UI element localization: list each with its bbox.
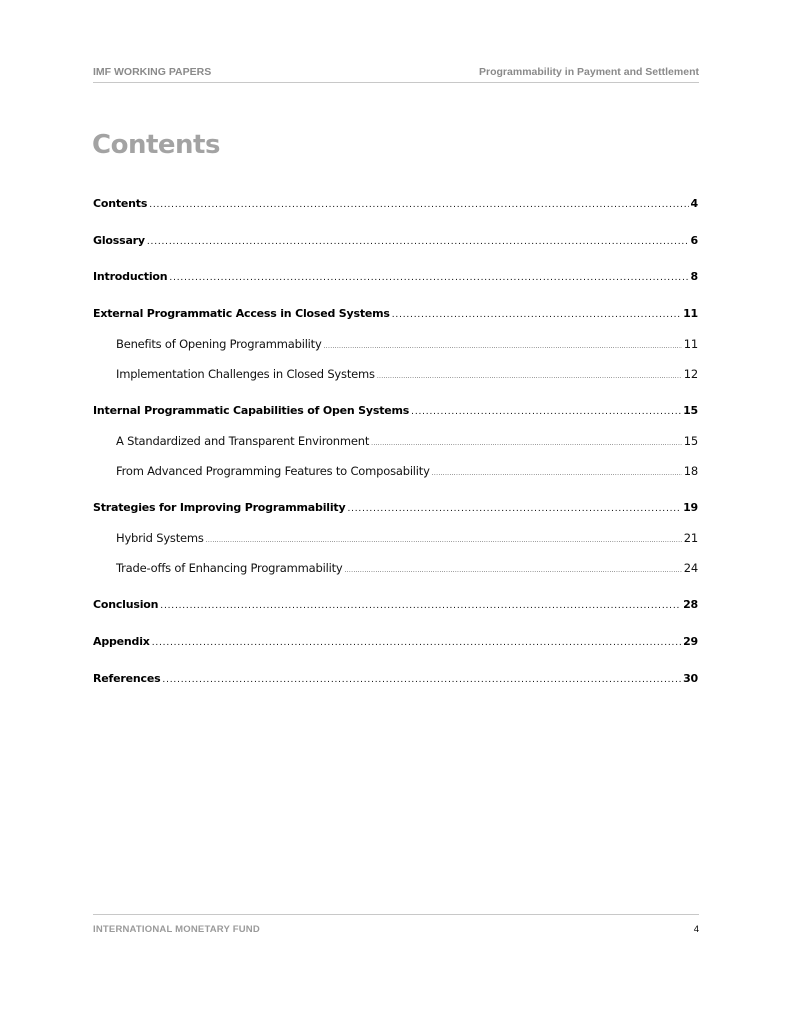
- header-paper-title: Programmability in Payment and Settlement: [479, 66, 699, 78]
- toc-leader-dots: [147, 237, 689, 247]
- toc-entry-label: A Standardized and Transparent Environment: [116, 434, 370, 448]
- toc-entry-page: 24: [683, 561, 698, 575]
- toc-entry-internal-programmatic-capabilities[interactable]: [93, 404, 698, 420]
- running-footer: [93, 914, 699, 937]
- toc-entry-references[interactable]: [93, 672, 698, 688]
- toc-leader-dots: [371, 440, 682, 447]
- toc-entry-benefits-of-opening[interactable]: [93, 337, 698, 353]
- running-header: [93, 64, 699, 83]
- toc-entry-label: From Advanced Programming Features to Composability: [116, 464, 430, 478]
- toc-entry-label: Conclusion: [93, 598, 159, 611]
- toc-entry-label: External Programmatic Access in Closed Systems: [93, 307, 390, 320]
- toc-entry-page: 15: [683, 404, 698, 417]
- toc-leader-dots: [344, 567, 681, 574]
- toc-entry-advanced-programming-features[interactable]: [93, 464, 698, 480]
- toc-entry-page: 11: [683, 307, 698, 320]
- toc-entry-page: 15: [683, 434, 698, 448]
- toc-entry-implementation-challenges[interactable]: [93, 367, 698, 383]
- footer-organization: INTERNATIONAL MONETARY FUND: [93, 924, 260, 935]
- toc-entry-external-programmatic-access[interactable]: [93, 307, 698, 323]
- toc-entry-contents[interactable]: [93, 197, 698, 213]
- toc-entry-label: Glossary: [93, 234, 145, 247]
- toc-entry-page: 28: [683, 598, 698, 611]
- toc-entry-hybrid-systems[interactable]: [93, 531, 698, 547]
- toc-entry-conclusion[interactable]: [93, 598, 698, 614]
- toc-entry-page: 18: [683, 464, 698, 478]
- toc-entry-glossary[interactable]: [93, 234, 698, 250]
- toc-entry-appendix[interactable]: [93, 635, 698, 651]
- toc-entry-label: Benefits of Opening Programmability: [116, 337, 322, 351]
- toc-entry-trade-offs[interactable]: [93, 561, 698, 577]
- toc-entry-page: 21: [683, 531, 698, 545]
- toc-entry-label: References: [93, 672, 161, 685]
- toc-leader-dots: [162, 675, 681, 685]
- toc-entry-standardized-environment[interactable]: [93, 434, 698, 450]
- toc-entry-label: Hybrid Systems: [116, 531, 204, 545]
- page-title: Contents: [92, 130, 220, 160]
- toc-entry-label: Introduction: [93, 270, 168, 283]
- toc-leader-dots: [149, 200, 688, 210]
- toc-entry-page: 30: [683, 672, 698, 685]
- toc-entry-label: Internal Programmatic Capabilities of Open Systems: [93, 404, 410, 417]
- toc-entry-label: Strategies for Improving Programmability: [93, 501, 346, 514]
- toc-entry-page: 11: [683, 337, 698, 351]
- toc-leader-dots: [169, 273, 688, 283]
- toc-leader-dots: [392, 310, 681, 320]
- toc-entry-introduction[interactable]: [93, 270, 698, 286]
- toc-entry-page: 8: [690, 270, 698, 283]
- toc-leader-dots: [324, 343, 682, 350]
- header-series-title: IMF WORKING PAPERS: [93, 66, 212, 78]
- toc-entry-label: Appendix: [93, 635, 150, 648]
- toc-leader-dots: [347, 504, 681, 514]
- toc-leader-dots: [432, 470, 682, 477]
- toc-entry-page: 29: [683, 635, 698, 648]
- toc-entry-label: Trade-offs of Enhancing Programmability: [116, 561, 343, 575]
- toc-leader-dots: [152, 638, 681, 648]
- toc-entry-strategies[interactable]: [93, 501, 698, 517]
- footer-page-number: 4: [693, 924, 699, 935]
- toc-leader-dots: [411, 407, 681, 417]
- toc-leader-dots: [160, 601, 681, 611]
- toc-entry-label: Implementation Challenges in Closed Systems: [116, 367, 375, 381]
- toc-entry-page: 19: [683, 501, 698, 514]
- toc-entry-label: Contents: [93, 197, 148, 210]
- toc-entry-page: 4: [690, 197, 698, 210]
- toc-entry-page: 6: [690, 234, 698, 247]
- toc-leader-dots: [377, 373, 682, 380]
- toc-entry-page: 12: [683, 367, 698, 381]
- toc-leader-dots: [206, 537, 682, 544]
